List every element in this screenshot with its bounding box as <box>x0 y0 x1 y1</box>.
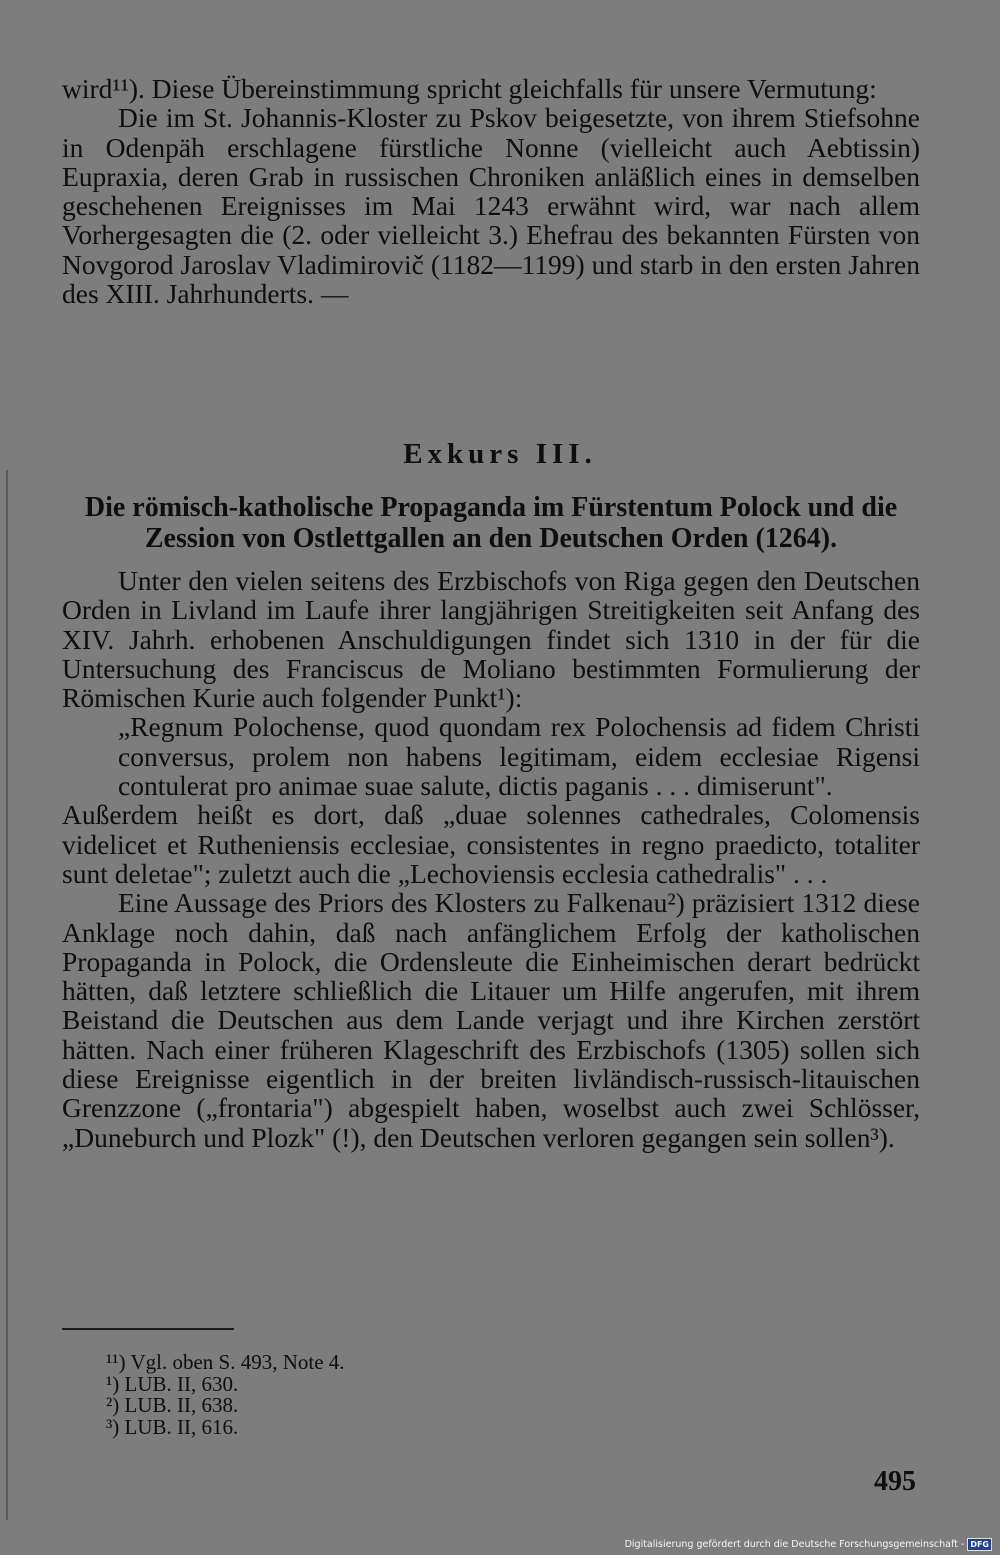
paragraph-2: Die im St. Johannis-Kloster zu Pskov beigesetzte, von ihrem Stiefsohne in Odenpäh erschlagene fürstliche Nonne (vielleicht auch Aebtissin) Eupraxia, deren Grab in russischen Chroniken anläßlich eines in demselben geschehenen Ereignisses im Mai 1243 erwähnt wird, war nach allem Vorhergesagten die (2. oder vielleicht 3.) Ehefrau des bekannten Fürsten von Novgorod Jaroslav Vladimirovič (1182—1199) und starb in den ersten Jahren des XIII. Jahrhunderts. — <box>62 102 920 310</box>
footnote-3: ³) LUB. II, 616. <box>106 1414 239 1439</box>
paragraph-5: Eine Aussage des Priors des Klosters zu Falkenau²) präzisiert 1312 diese Anklage noch dahin, daß nach anfänglichem Erfolg der katholischen Propaganda in Polock, die Ordensleute die Einheimischen derart bedrückt hätten, daß letztere schließlich die Litauer um Hilfe angerufen, mit ihrem Beistand die Deutschen aus dem Lande verjagt und ihre Kirchen zerstört hätten. Nach einer früheren Klageschrift des Erzbischofs (1305) sollen sich diese Ereignisse eigentlich in der breiten livländisch-russisch-litauischen Grenzzone („frontaria") abgespielt haben, woselbst auch zwei Schlösser, „Duneburch und Plozk" (!), den Deutschen verloren gegangen sein sollen³). <box>62 887 920 1153</box>
latin-quote: „Regnum Polochense, quod quondam rex Polochensis ad fidem Christi conversus, prolem non habens legitimam, eidem ecclesiae Rigensi contulerat pro animae suae salute, dictis paganis . . . dimiserunt". <box>118 711 920 802</box>
footnote-2: ²) LUB. II, 638. <box>106 1393 239 1417</box>
footnote-rule <box>62 1328 234 1330</box>
text-block-main <box>62 566 920 1152</box>
digitization-credit <box>625 1538 992 1551</box>
page-number: 495 <box>874 1466 916 1497</box>
paragraph-3: Unter den vielen seitens des Erzbischofs von Riga gegen den Deutschen Orden in Livland im Laufe ihrer langjährigen Streitigkeiten seit Anfang des XIV. Jahrh. erhobenen Anschuldigungen findet sich 1310 in der für die Untersuchung des Franciscus de Moliano bestimmten Formulierung der Römischen Kurie auch folgender Punkt¹): <box>62 565 920 714</box>
section-heading: Exkurs III. <box>403 438 597 470</box>
paragraph-1: wird¹¹). Diese Übereinstimmung spricht gleichfalls für unsere Vermutung: <box>62 73 877 104</box>
footnote-11: ¹¹) Vgl. oben S. 493, Note 4. <box>106 1350 345 1374</box>
page-edge-shadow <box>6 470 8 1520</box>
dfg-logo: DFG <box>967 1538 992 1551</box>
footnote-1: ¹) LUB. II, 630. <box>106 1371 239 1396</box>
footnotes <box>106 1352 345 1438</box>
paragraph-4: Außerdem heißt es dort, daß „duae solennes cathedrales, Colomensis videlicet et Rutheniensis ecclesiae, consistentes in regno praedicto, totaliter sunt deletae"; zuletzt auch die „Lechoviensis ecclesia cathedralis" . . . <box>62 799 920 889</box>
section-subheading: Die römisch-katholische Propaganda im Fürstentum Polock und die Zession von Ostlettgallen an den Deutschen Orden (1264). <box>84 492 898 554</box>
credit-text: Digitalisierung gefördert durch die Deutsche Forschungsgemeinschaft - <box>624 1539 965 1550</box>
text-block-top <box>62 74 920 308</box>
